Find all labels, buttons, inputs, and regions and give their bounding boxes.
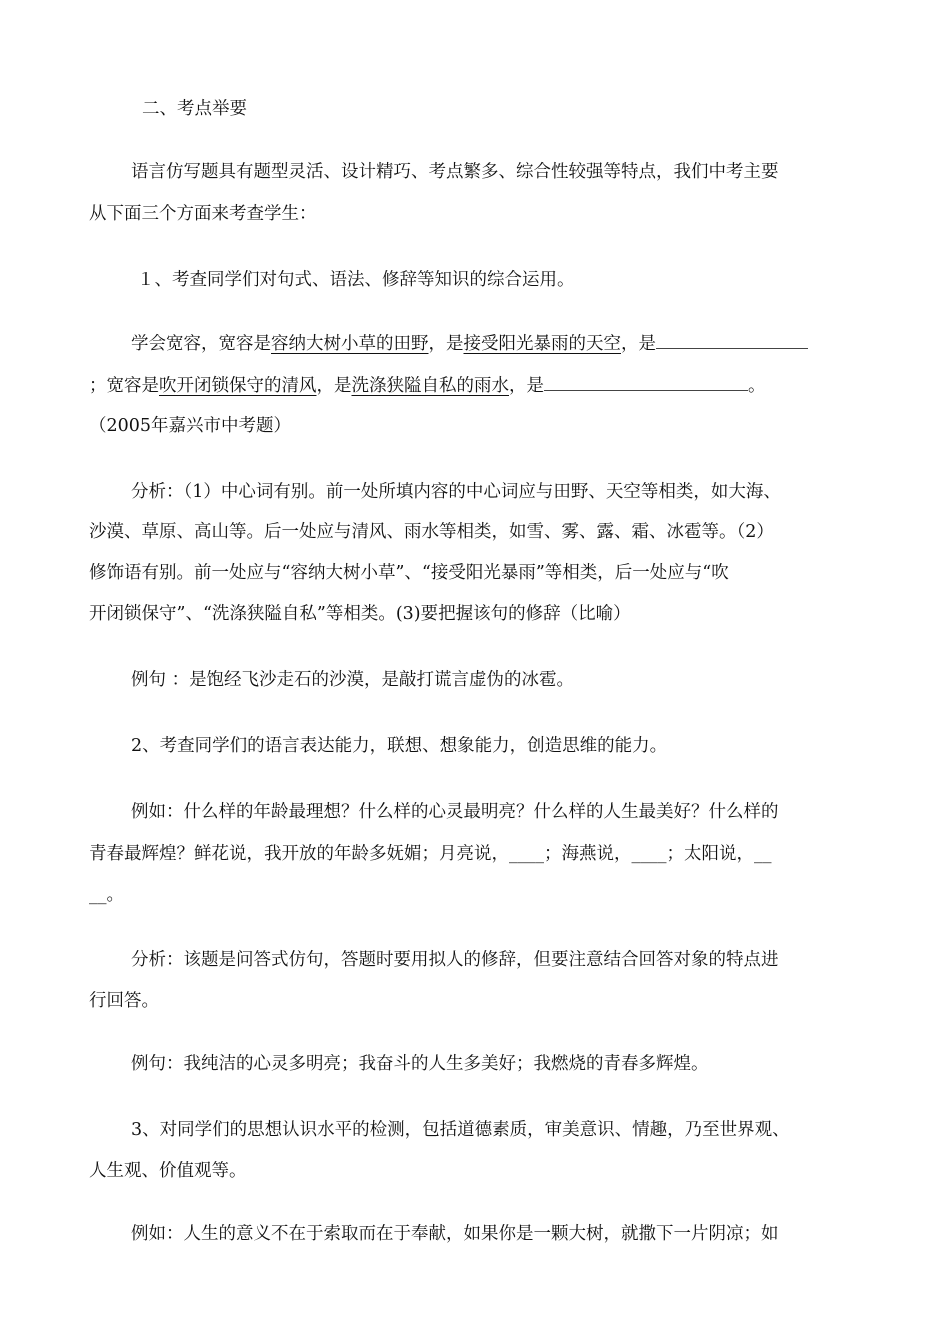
point2-analysis-line-2: 行回答。 [89,991,159,1011]
fill-blank [544,372,748,391]
example-source: （2005年嘉兴市中考题） [89,416,292,436]
point1-example-line-2 [89,372,766,398]
point1-sample-sentence: 例句 ：是饱经飞沙走石的沙漠，是敲打谎言虚伪的冰雹。 [131,670,575,690]
point1-example-line-1 [131,330,808,356]
point2-example-line-3: __。 [89,885,124,905]
point2-example-line-1: 例如：什么样的年龄最理想？什么样的心灵最明亮？什么样的人生最美好？什么样的 [131,802,779,822]
example-underlined-phrase: 吹开闭锁保守的清风 [159,376,317,396]
point2-heading: 2、考查同学们的语言表达能力，联想、想象能力，创造思维的能力。 [131,736,668,756]
example-underlined-phrase: 洗涤狭隘自私的雨水 [351,376,509,396]
point3-heading-line-1: 3、对同学们的思想认识水平的检测，包括道德素质，审美意识、情趣，乃至世界观、 [131,1120,790,1140]
intro-line-1: 语言仿写题具有题型灵活、设计精巧、考点繁多、综合性较强等特点，我们中考主要 [131,162,779,182]
point2-analysis-line-1: 分析：该题是问答式仿句，答题时要用拟人的修辞，但要注意结合回答对象的特点进 [131,950,779,970]
fill-blank [656,330,808,349]
example-text: ，是 [428,334,464,354]
example-underlined-phrase: 接受阳光暴雨的天空 [463,334,621,354]
example-text: ；宽容是 [89,376,159,396]
example-text: ，是 [316,376,352,396]
point1-heading: １、考查同学们对句式、语法、修辞等知识的综合运用。 [137,270,575,290]
point3-example-line-1: 例如：人生的意义不在于索取而在于奉献，如果你是一颗大树，就撒下一片阴凉；如 [131,1224,779,1244]
point2-example-line-2: 青春最辉煌？鲜花说，我开放的年龄多妩媚；月亮说，____；海燕说，____；太阳说，__ [89,844,772,864]
point1-analysis-line-4: 开闭锁保守”、“洗涤狭隘自私”等相类。(3)要把握该句的修辞（比喻） [89,604,631,624]
example-text: ，是 [509,376,544,396]
point3-heading-line-2: 人生观、价值观等。 [89,1161,247,1181]
section-heading: 二、考点举要 [142,99,247,119]
example-text: ，是 [621,334,656,354]
point1-analysis-line-1: 分析：（1）中心词有别。前一处所填内容的中心词应与田野、天空等相类，如大海、 [131,482,781,502]
point1-analysis-line-3: 修饰语有别。前一处应与“容纳大树小草”、“接受阳光暴雨”等相类，后一处应与“吹 [89,563,729,583]
example-text: 学会宽容，宽容是 [131,334,271,354]
example-text: 。 [748,376,766,396]
intro-line-2: 从下面三个方面来考查学生： [89,204,317,224]
example-underlined-phrase: 容纳大树小草的田野 [271,334,429,354]
point1-analysis-line-2: 沙漠、草原、高山等。后一处应与清风、雨水等相类，如雪、雾、露、霜、冰雹等。（2） [89,522,774,542]
point2-sample-sentence: 例句：我纯洁的心灵多明亮；我奋斗的人生多美好；我燃烧的青春多辉煌。 [131,1054,709,1074]
